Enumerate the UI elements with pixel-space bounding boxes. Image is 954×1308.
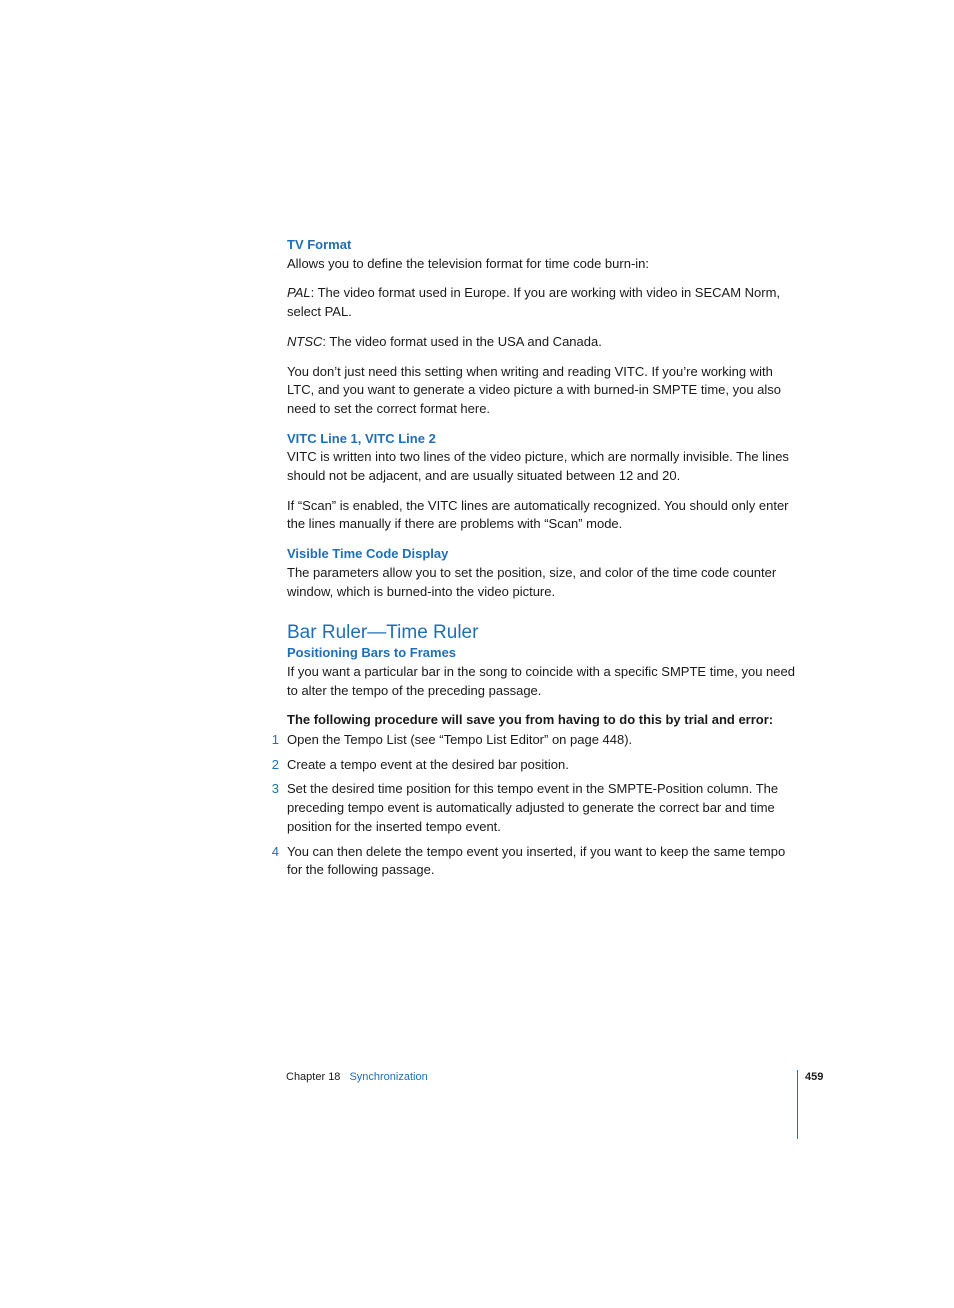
ntsc-text: : The video format used in the USA and Canada. <box>322 333 602 349</box>
list-item <box>271 756 797 775</box>
tv-format-heading: TV Format <box>287 237 352 252</box>
step-number: 1 <box>271 732 279 748</box>
procedure-lead: The following procedure will save you from having to do this by trial and error: <box>287 712 774 728</box>
footer-chapter: Chapter 18 <box>286 1071 341 1083</box>
vitc-lines-para-1: VITC is written into two lines of the video picture, which are normally invisible. The lines should not be adjacent, and are usually situated between 12 and 20. <box>287 449 789 484</box>
step-number: 4 <box>271 843 279 859</box>
tv-format-note: You don’t just need this setting when writing and reading VITC. If you’re working with LTC, and you want to generate a video picture a with burned-in SMPTE time, you also need to set the correct format here. <box>287 363 782 416</box>
visible-tc-heading: Visible Time Code Display <box>287 546 449 562</box>
ntsc-description <box>287 333 797 352</box>
pal-description <box>287 284 797 321</box>
tv-format-intro: Allows you to define the television format for time code burn-in: <box>287 255 650 271</box>
step-number: 3 <box>271 781 279 797</box>
pal-term: PAL <box>287 285 311 301</box>
page-content <box>271 236 797 886</box>
step-number: 2 <box>271 756 279 772</box>
list-item <box>271 843 797 880</box>
ntsc-term: NTSC <box>287 333 323 349</box>
visible-tc-para: The parameters allow you to set the position, size, and color of the time code counter window, which is burned-into the video picture. <box>287 564 777 599</box>
vitc-lines-para-2: If “Scan” is enabled, the VITC lines are automatically recognized. You should only enter the lines manually if there are problems with “Scan” mode. <box>287 497 789 532</box>
step-text: You can then delete the tempo event you inserted, if you want to keep the same tempo for the following passage. <box>287 843 786 878</box>
page-footer <box>286 1069 428 1085</box>
step-text: Open the Tempo List (see “Tempo List Editor” on page 448). <box>287 732 633 748</box>
pal-text: : The video format used in Europe. If you are working with video in SECAM Norm, select PAL. <box>287 285 781 320</box>
procedure-steps <box>271 731 797 880</box>
list-item <box>271 780 797 836</box>
step-text: Set the desired time position for this tempo event in the SMPTE-Position column. The preceding tempo event is automatically adjusted to generate the correct bar and time position for the inserted tempo event. <box>287 781 779 834</box>
list-item <box>271 731 797 750</box>
footer-divider <box>797 1070 798 1139</box>
positioning-bars-para: If you want a particular bar in the song to coincide with a specific SMPTE time, you need to alter the tempo of the preceding passage. <box>287 663 795 698</box>
page-number: 459 <box>805 1071 824 1083</box>
bar-ruler-title: Bar Ruler—Time Ruler <box>287 622 479 644</box>
positioning-bars-heading: Positioning Bars to Frames <box>287 645 457 661</box>
footer-chapter-name: Synchronization <box>349 1071 428 1083</box>
step-text: Create a tempo event at the desired bar position. <box>287 756 569 772</box>
vitc-lines-heading: VITC Line 1, VITC Line 2 <box>287 430 436 446</box>
